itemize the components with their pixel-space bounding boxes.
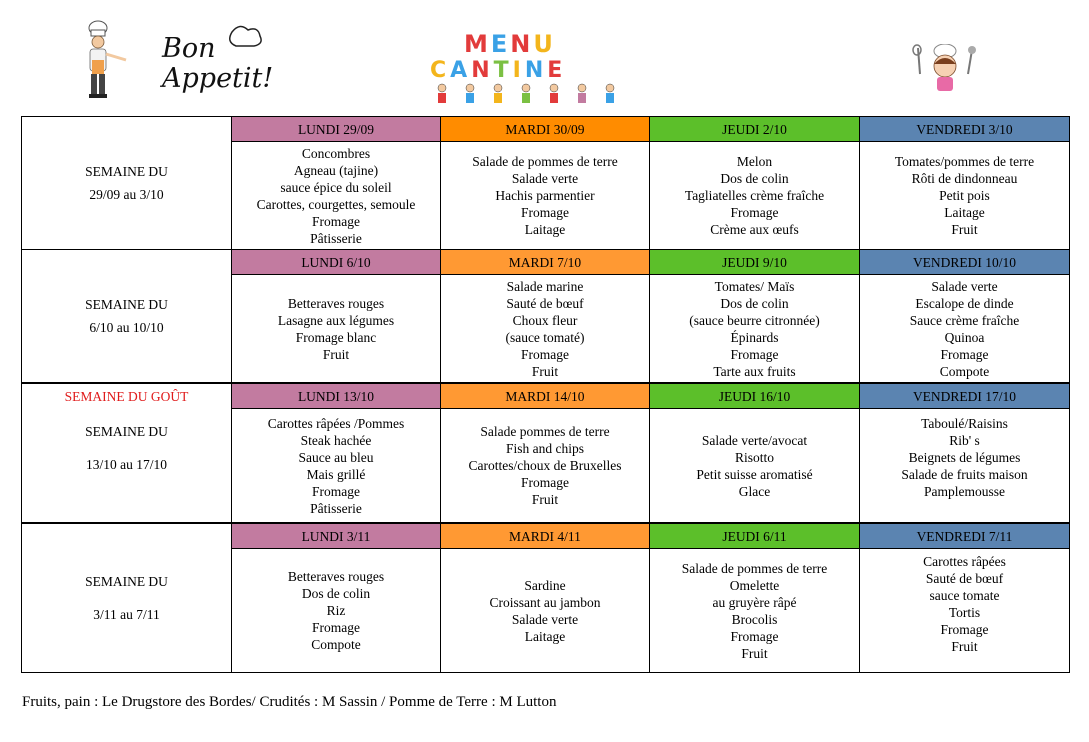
day-menu-lundi [232,549,441,673]
dish: Concombres [301,145,371,161]
bon-appetit-text: Bon Appetit! [162,33,274,94]
dish: Laitage [524,628,566,644]
dish: Sardine [524,577,566,593]
dish: Rôti de dindonneau [911,171,1018,186]
dish: Tomates/pommes de terre [894,154,1035,169]
day-header-jeudi: JEUDI 2/10 [650,117,860,142]
day-header-jeudi: JEUDI 9/10 [650,250,860,275]
dish: Croissant au jambon [489,594,601,610]
dish: Salade verte [511,611,579,627]
suppliers-footer: Fruits, pain : Le Drugstore des Bordes/ Crudités : M Sassin / Pomme de Terre : M Lutton [22,694,557,710]
dish: Dos de colin [720,295,789,311]
dish: Agneau (tajine) [293,162,379,178]
week-4-label-cell [22,523,232,673]
dish: Mais grillé [306,466,366,482]
dish: Sauté de bœuf [925,571,1004,586]
week-range: 29/09 au 3/10 [89,187,164,202]
day-menu-mardi [441,549,650,673]
week-label: SEMAINE DU [85,164,168,179]
dish: Tomates/ Maïs [714,278,795,294]
dish: Betteraves rouges [287,569,385,584]
day-header-lundi: LUNDI 6/10 [232,250,441,275]
dish: Risotto [734,449,774,465]
dish: Omelette [729,577,780,593]
dish: Laitage [524,222,566,237]
day-header-jeudi: JEUDI 16/10 [650,383,860,409]
dish: Fish and chips [505,441,584,456]
dish: sauce épice du soleil [280,179,392,195]
day-header-mardi: MARDI 30/09 [441,117,650,142]
day-menu-vendredi [860,275,1070,384]
dish: Dos de colin [720,171,789,186]
week-label: SEMAINE DU [85,574,168,589]
day-menu-mardi [441,275,650,384]
dish: Rib' s [949,433,980,448]
dish: Tarte aux fruits [713,363,796,379]
dish: Quinoa [944,329,985,345]
dish: Compote [311,637,361,652]
day-header-vendredi: VENDREDI 10/10 [860,250,1070,275]
dish: Sauté de bœuf [506,295,584,311]
menu-word: MENU [464,30,556,58]
day-menu-jeudi [650,549,860,673]
dish: Laitage [944,205,985,220]
dish: Brocolis [731,611,778,627]
dish: Fruit [951,639,978,654]
dish: Sauce au bleu [298,449,374,465]
dish: Tagliatelles crème fraîche [684,188,825,203]
day-header-mardi: MARDI 7/10 [441,250,650,275]
week-2-header-row [22,250,1070,275]
day-menu-lundi [232,409,441,524]
day-header-vendredi: VENDREDI 7/11 [860,523,1070,549]
week-label: SEMAINE DU [85,424,168,439]
dish: Pâtisserie [310,500,362,516]
week-1-header-row [22,117,1070,142]
dish: Escalope de dinde [915,295,1014,311]
dish: Fromage [312,213,360,229]
day-menu-jeudi [650,275,860,384]
dish: Salade de fruits maison [901,467,1028,482]
menu-table [21,116,1070,673]
day-header-lundi: LUNDI 13/10 [232,383,441,409]
day-header-mardi: MARDI 14/10 [441,383,650,409]
dish: Fromage [521,205,569,220]
dish: Tortis [948,605,981,620]
dish: Petit suisse aromatisé [696,466,813,482]
day-header-lundi: LUNDI 29/09 [232,117,441,142]
week-3-label-cell [22,383,232,523]
week-1-label-cell [22,117,232,250]
dish: au gruyère râpé [712,594,797,610]
day-menu-jeudi [650,142,860,250]
day-menu-vendredi [860,142,1070,250]
dish: Salade pommes de terre [480,424,610,439]
dish: Hachis parmentier [495,188,595,203]
dish: Choux fleur [512,312,578,328]
dish: Fromage blanc [295,329,377,345]
dish: Melon [736,154,773,169]
dish: Salade verte/avocat [701,432,808,448]
menu-cantine-logo [428,28,628,116]
day-header-lundi: LUNDI 3/11 [232,523,441,549]
dish: Épinards [730,329,779,345]
dish: Fromage [312,620,360,635]
day-menu-jeudi [650,409,860,524]
dish: Fromage [940,622,989,637]
week-4-header-row [22,523,1070,549]
week-label: SEMAINE DU [85,297,168,312]
dish: Carottes/choux de Bruxelles [468,458,622,473]
dish: Beignets de légumes [908,450,1021,465]
dish: Carottes, courgettes, semoule [256,196,416,212]
day-menu-mardi [441,409,650,524]
day-header-vendredi: VENDREDI 17/10 [860,383,1070,409]
cantine-word: CANTINE [430,58,567,83]
week-range: 6/10 au 10/10 [89,320,164,335]
dish: Salade verte [931,278,998,294]
dish: Fromage [312,483,360,499]
week-range: 13/10 au 17/10 [86,457,167,472]
dish: Pamplemousse [924,484,1005,499]
dish: Salade de pommes de terre [472,154,618,169]
dish: Taboulé/Raisins [921,416,1008,431]
girl-chef-icon [910,44,980,94]
dish: Crème aux œufs [710,222,799,237]
dish: Fruit [951,222,978,237]
dish: Fruit [322,346,350,362]
week-range: 3/11 au 7/11 [93,607,160,622]
dish: Betteraves rouges [287,295,385,311]
day-header-vendredi: VENDREDI 3/10 [860,117,1070,142]
dish: sauce tomate [929,588,1000,603]
day-menu-lundi [232,275,441,384]
dish: Salade verte [511,171,579,186]
dish: Compote [939,363,990,379]
dish: Fromage [940,346,989,362]
day-menu-lundi [232,142,441,250]
dish: Dos de colin [301,586,371,601]
chef-icon [80,20,130,102]
dish: Fromage [730,205,779,220]
dish: Steak hachée [300,432,372,448]
dish: Salade de pommes de terre [681,560,828,576]
dish: Riz [326,603,346,618]
kids-illustration-icon [428,82,628,112]
dish: Fruit [531,492,559,507]
dish: (sauce tomaté) [505,329,585,345]
dish: Petit pois [939,188,990,203]
week-2-label-cell [22,250,232,384]
dish: Pâtisserie [310,230,362,246]
dish: Fromage [521,475,569,490]
dish: Sauce crème fraîche [909,312,1020,328]
semaine-du-gout-label: SEMAINE DU GOÛT [64,389,189,404]
dish: Fromage [730,346,779,362]
day-menu-vendredi [860,549,1070,673]
dish: Fruit [741,645,768,661]
dish: Lasagne aux légumes [277,312,395,328]
dish: Carottes râpées /Pommes [267,415,405,431]
dish: (sauce beurre citronnée) [689,312,820,328]
day-header-mardi: MARDI 4/11 [441,523,650,549]
dish: Carottes râpées [923,554,1006,569]
day-menu-mardi [441,142,650,250]
day-header-jeudi: JEUDI 6/11 [650,523,860,549]
dish: Glace [738,483,771,499]
bon-appetit-logo [162,22,280,100]
dish: Fromage [730,628,779,644]
dish: Fromage [521,346,569,362]
dish: Fruit [531,363,559,379]
page-header [0,0,1089,116]
dish: Salade marine [506,278,584,294]
week-3-header-row [22,383,1070,409]
day-menu-vendredi [860,409,1070,524]
